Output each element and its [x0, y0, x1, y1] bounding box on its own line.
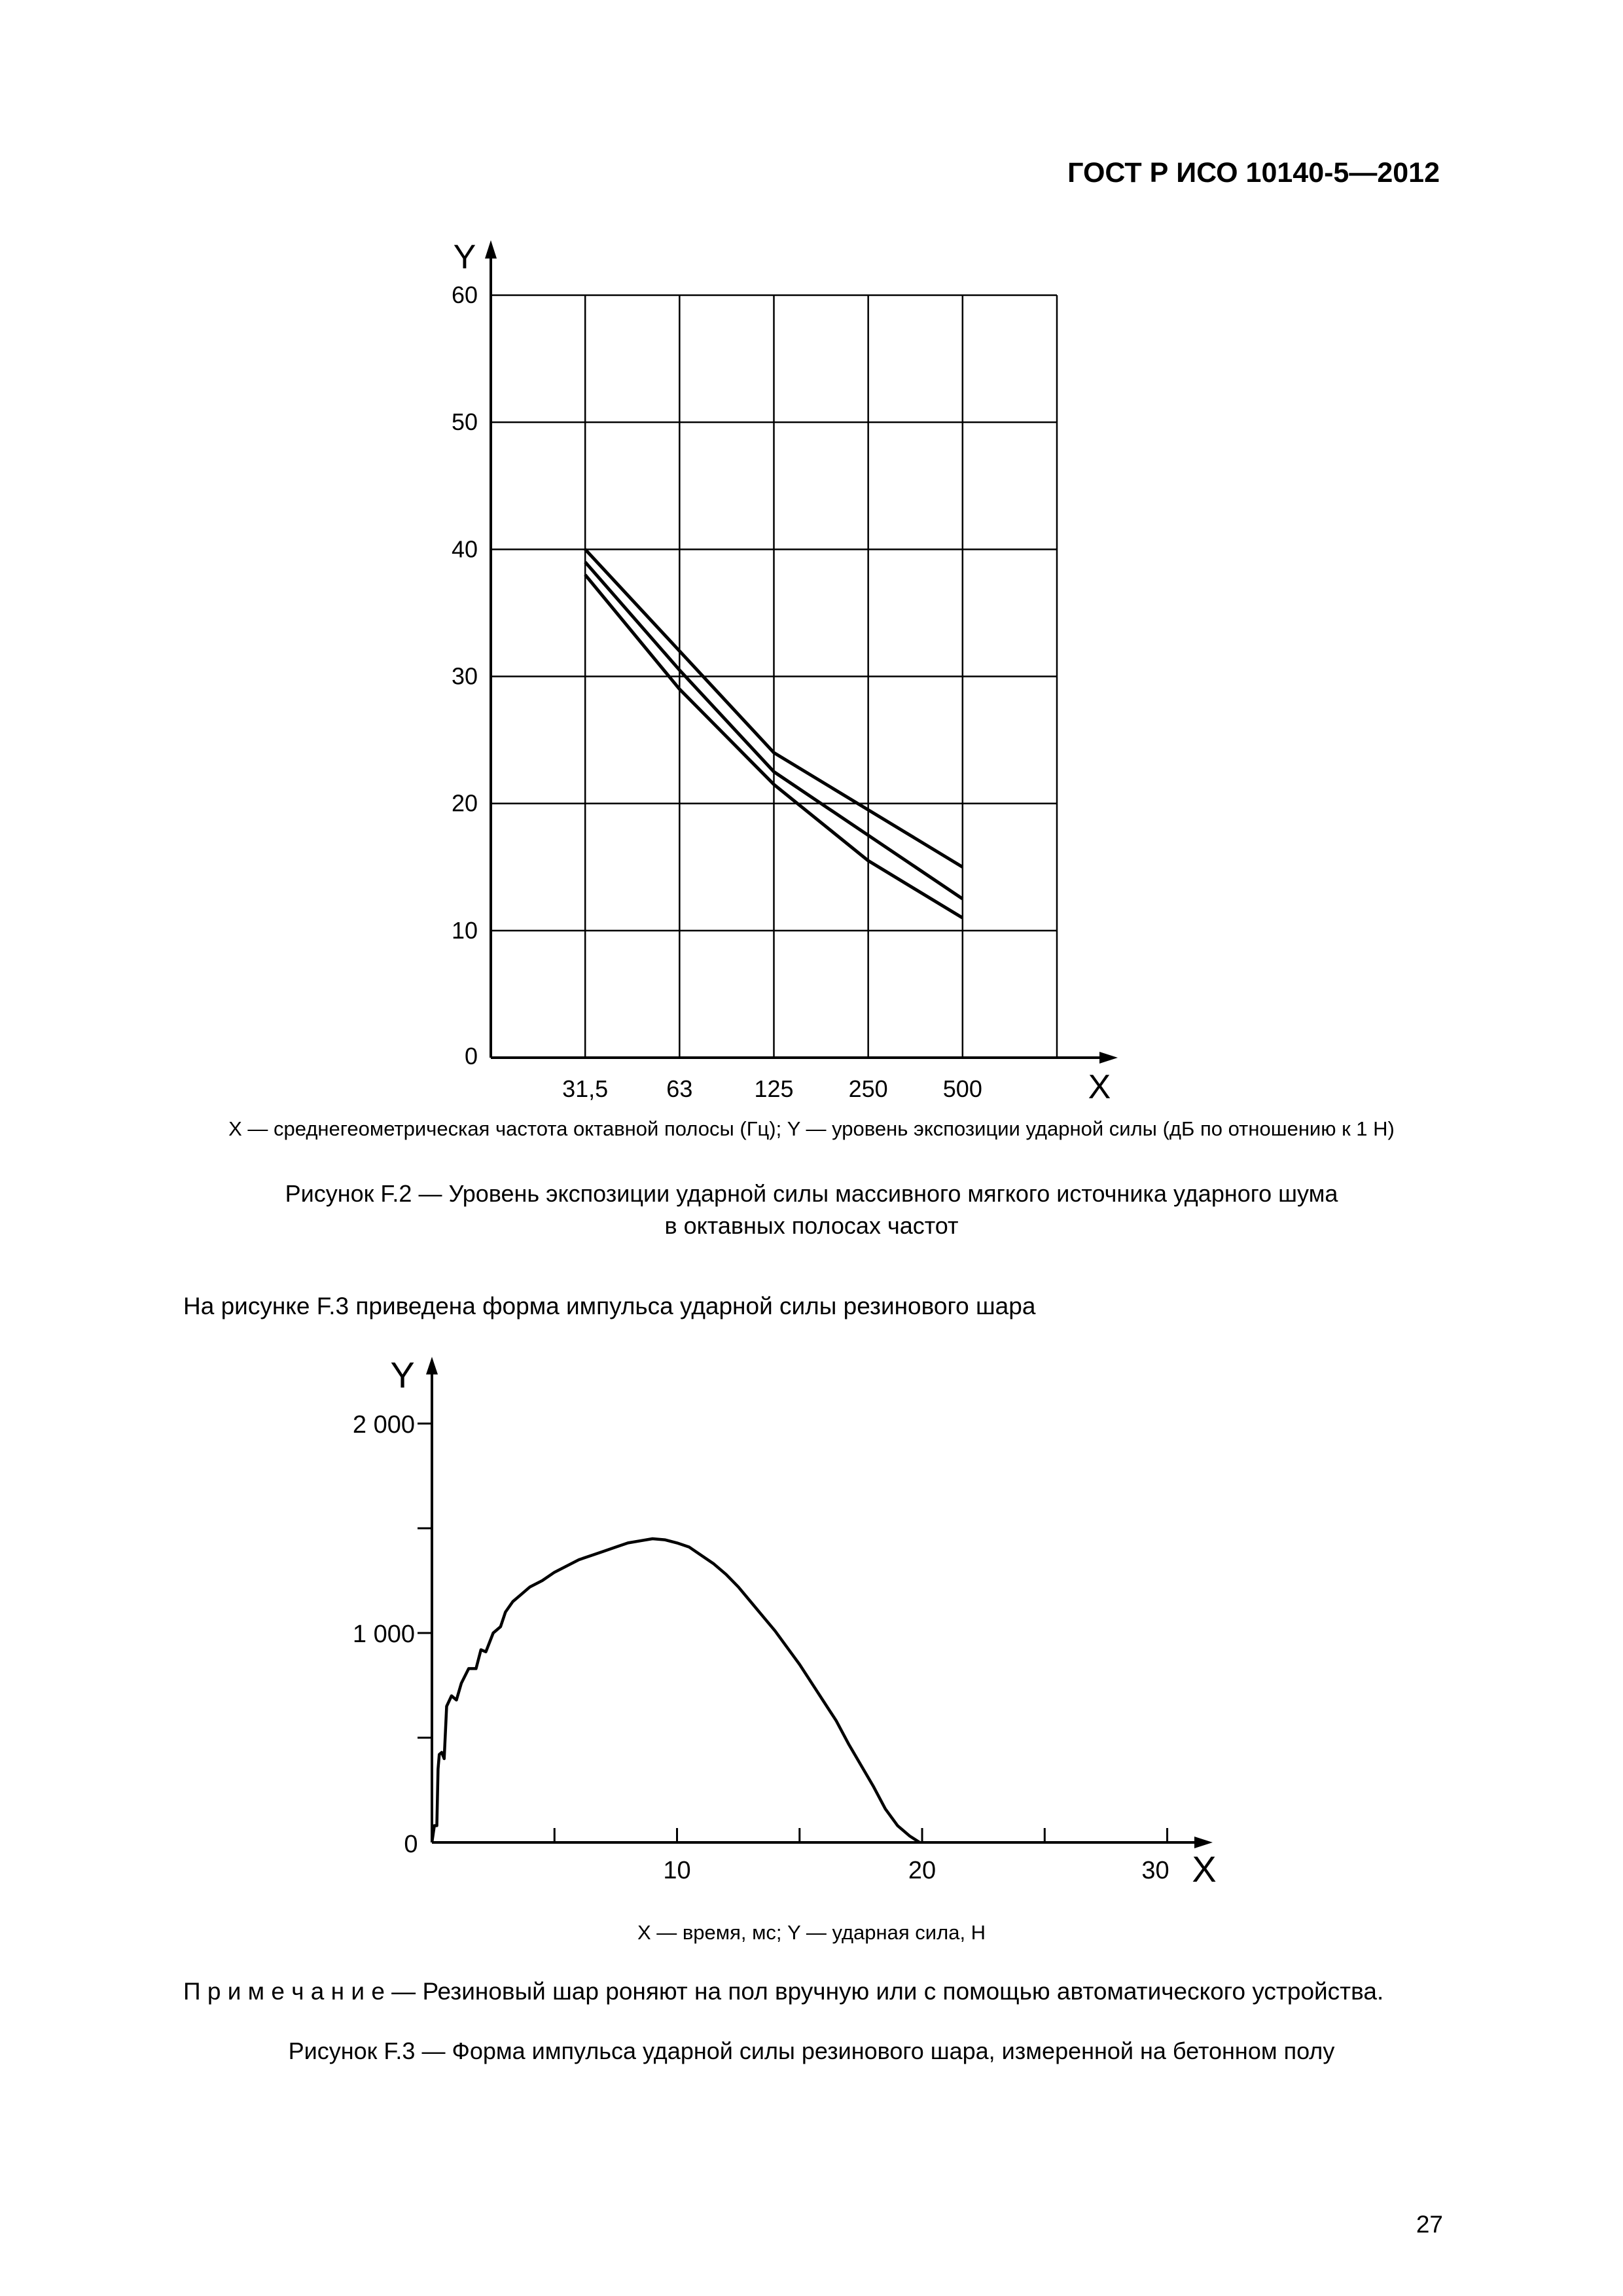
x-tick-label: 10 — [663, 1857, 691, 1884]
figure-f2-chart — [419, 232, 1145, 1106]
y-tick-label: 60 — [451, 281, 478, 308]
x-axis-arrow — [1099, 1052, 1118, 1064]
figure-f3-chart — [327, 1352, 1243, 1908]
impulse-curve — [432, 1539, 919, 1842]
figure-f2-caption-line1: Рисунок F.2 — Уровень экспозиции ударной силы массивного мягкого источника ударного шума — [285, 1180, 1338, 1207]
x-axis-arrow — [1194, 1837, 1213, 1848]
figure-f3-caption: Рисунок F.3 — Форма импульса ударной силы резинового шара, измеренной на бетонном полу — [288, 2037, 1335, 2064]
x-axis-label: X — [1192, 1848, 1217, 1890]
page-number: 27 — [1416, 2211, 1443, 2238]
y-tick-label: 0 — [404, 1831, 418, 1858]
y-tick-label: 50 — [451, 408, 478, 436]
figure-f2-caption-line2: в октавных полосах частот — [664, 1211, 959, 1239]
y-tick-label: 40 — [451, 535, 478, 563]
figure-f3-note: П р и м е ч а н и е — Резиновый шар роняют на пол вручную или с помощью автоматического устройства. — [183, 1978, 1384, 2005]
x-tick-label: 250 — [848, 1075, 888, 1102]
y-axis-arrow — [485, 240, 497, 259]
figure-f2-caption — [131, 1178, 1492, 1242]
y-tick-label: 0 — [464, 1043, 478, 1069]
y-axis-label: Y — [390, 1354, 415, 1395]
standard-code: ГОСТ Р ИСО 10140-5—2012 — [1067, 157, 1440, 188]
y-tick-label: 10 — [451, 916, 478, 944]
y-axis-label: Y — [453, 238, 476, 276]
x-tick-label: 30 — [1141, 1857, 1169, 1884]
x-tick-label: 63 — [666, 1075, 693, 1102]
figure-f2-legend: X — среднегеометрическая частота октавной полосы (Гц); Y — уровень экспозиции ударной силы (дБ по отношению к 1 Н) — [228, 1117, 1395, 1140]
y-axis-arrow — [426, 1357, 438, 1374]
x-axis-label: X — [1088, 1068, 1111, 1106]
y-tick-label: 2 000 — [352, 1411, 415, 1439]
x-tick-label: 500 — [942, 1075, 982, 1102]
x-tick-label: 31,5 — [562, 1075, 609, 1102]
y-tick-label: 30 — [451, 662, 478, 690]
x-tick-label: 20 — [908, 1857, 936, 1884]
figure-f3-intro: На рисунке F.3 приведена форма импульса ударной силы резинового шара — [183, 1293, 1036, 1319]
y-tick-label: 20 — [451, 789, 478, 817]
figure-f3-legend: X — время, мс; Y — ударная сила, Н — [637, 1921, 986, 1944]
y-tick-label: 1 000 — [352, 1621, 415, 1648]
x-tick-label: 125 — [754, 1075, 794, 1102]
